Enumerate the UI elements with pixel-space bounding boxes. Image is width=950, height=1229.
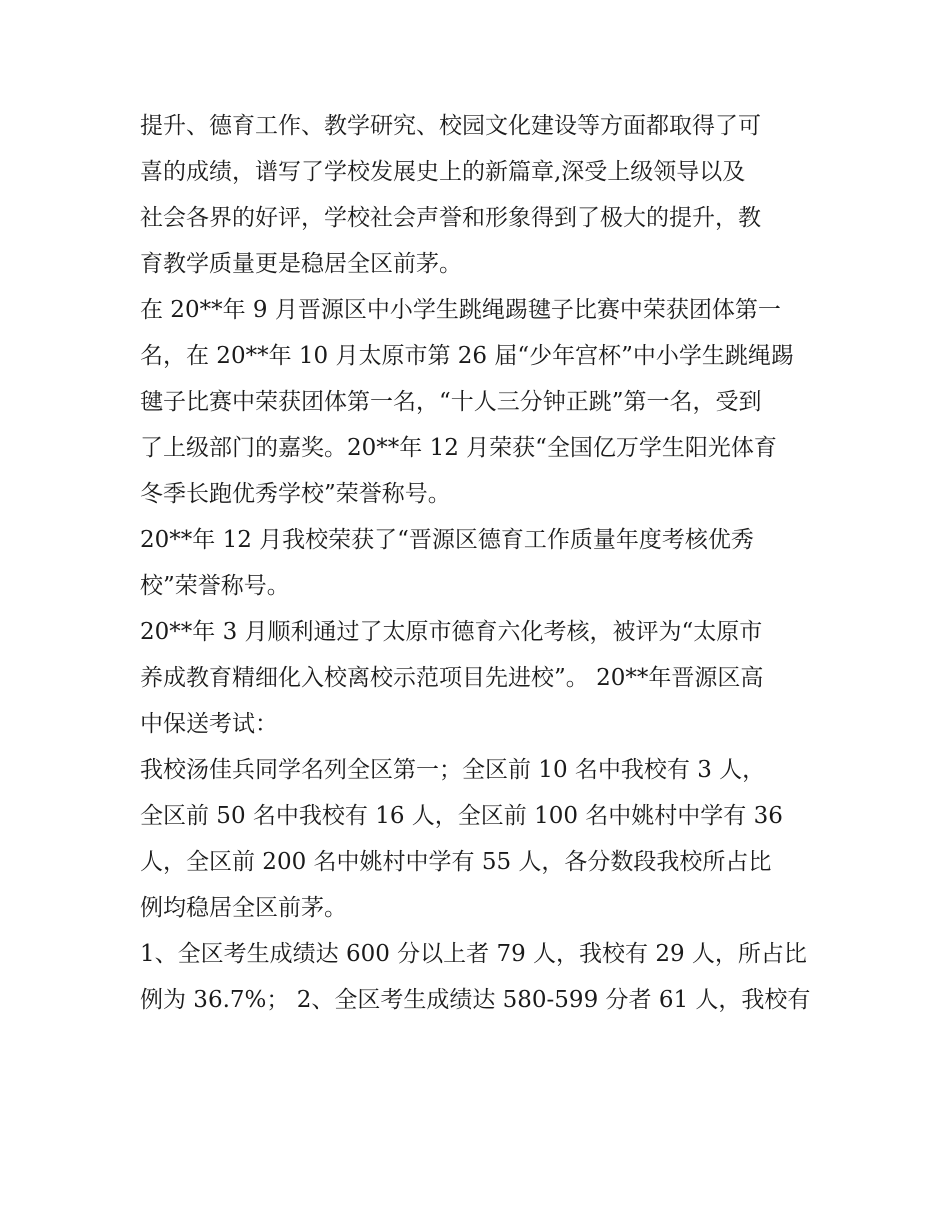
text-line: 名，在 20**年 10 月太原市第 26 届“少年宫杯”中小学生跳绳踢	[140, 343, 794, 369]
text-line: 校”荣誉称号。	[140, 573, 290, 599]
text-line: 在 20**年 9 月晋源区中小学生跳绳踢毽子比赛中荣获团体第一	[140, 297, 781, 323]
text-line: 中保送考试：	[140, 711, 278, 737]
text-line: 20**年 12 月我校荣获了“晋源区德育工作质量年度考核优秀	[140, 527, 754, 553]
text-line: 1、全区考生成绩达 600 分以上者 79 人，我校有 29 人，所占比	[140, 941, 807, 967]
text-line: 提升、德育工作、教学研究、校园文化建设等方面都取得了可	[140, 113, 761, 139]
text-line: 喜的成绩，谱写了学校发展史上的新篇章,深受上级领导以及	[140, 159, 746, 185]
text-line: 例均稳居全区前茅。	[140, 895, 347, 921]
text-line: 养成教育精细化入校离校示范项目先进校”。 20**年晋源区高	[140, 665, 764, 691]
body-text	[140, 103, 820, 1023]
text-line: 全区前 50 名中我校有 16 人，全区前 100 名中姚村中学有 36	[140, 803, 783, 829]
text-line: 人，全区前 200 名中姚村中学有 55 人，各分数段我校所占比	[140, 849, 772, 875]
text-line: 冬季长跑优秀学校”荣誉称号。	[140, 481, 451, 507]
text-line: 毽子比赛中荣获团体第一名，“十人三分钟正跳”第一名，受到	[140, 389, 762, 415]
text-line: 社会各界的好评，学校社会声誉和形象得到了极大的提升，教	[140, 205, 761, 231]
text-line: 20**年 3 月顺利通过了太原市德育六化考核，被评为“太原市	[140, 619, 763, 645]
text-line: 育教学质量更是稳居全区前茅。	[140, 251, 462, 277]
text-line: 例为 36.7%； 2、全区考生成绩达 580-599 分者 61 人，我校有	[140, 987, 811, 1013]
text-line: 我校汤佳兵同学名列全区第一；全区前 10 名中我校有 3 人，	[140, 757, 766, 783]
text-line: 了上级部门的嘉奖。20**年 12 月荣获“全国亿万学生阳光体育	[140, 435, 777, 461]
